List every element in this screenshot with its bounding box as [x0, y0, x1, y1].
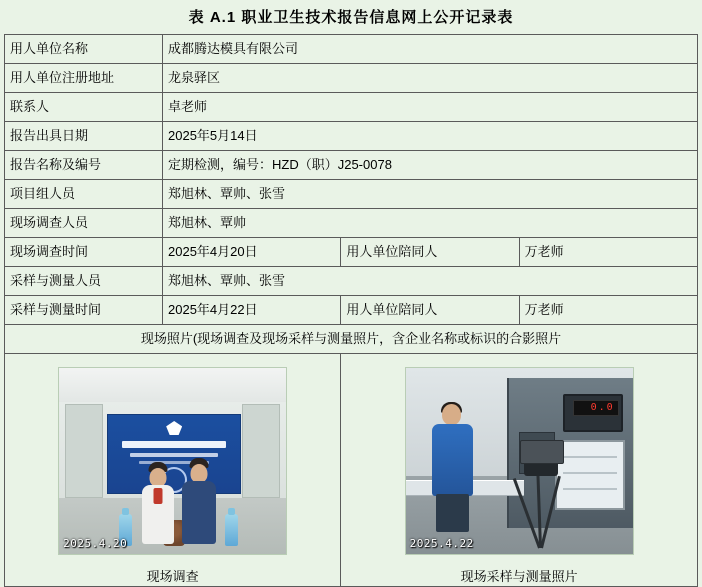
photo-caption-sampling: 现场采样与测量照片 — [460, 569, 578, 584]
photo-timestamp: 2025.4.20 — [63, 536, 128, 550]
row-label-project-team: 项目组人员 — [5, 180, 163, 209]
table-row — [5, 64, 698, 93]
photo-cell-sampling — [341, 354, 698, 587]
table-row — [5, 209, 698, 238]
table-row-photos — [5, 354, 698, 587]
row-label-report-name-number: 报告名称及编号 — [5, 151, 163, 180]
row-value-survey-time: 2025年4月20日 — [163, 238, 341, 267]
row-value-sampling-time: 2025年4月22日 — [163, 296, 341, 325]
row-label-survey-accompany: 用人单位陪同人 — [341, 238, 519, 267]
table-row — [5, 151, 698, 180]
photos-section-header: 现场照片(现场调查及现场采样与测量照片，含企业名称或标识的合影照片 — [5, 325, 698, 354]
table-row — [5, 325, 698, 354]
table-row — [5, 93, 698, 122]
photo-survey — [58, 367, 287, 555]
row-label-sampling-accompany: 用人单位陪同人 — [341, 296, 519, 325]
device-reading: 0.0 — [590, 402, 615, 413]
row-label-survey-time: 现场调查时间 — [5, 238, 163, 267]
row-value-report-name-number: 定期检测，编号：HZD（职）J25-0078 — [163, 151, 698, 180]
row-label-sampling-staff: 采样与测量人员 — [5, 267, 163, 296]
photo-timestamp: 2025.4.22 — [409, 536, 474, 550]
row-value-company-name: 成都腾达模具有限公司 — [163, 35, 698, 64]
row-label-sampling-time: 采样与测量时间 — [5, 296, 163, 325]
row-value-sampling-staff: 郑旭林、覃帅、张雪 — [163, 267, 698, 296]
photo-cell-survey — [5, 354, 341, 587]
row-value-contact-person: 卓老师 — [163, 93, 698, 122]
table-row — [5, 296, 698, 325]
page-title: 表 A.1 职业卫生技术报告信息网上公开记录表 — [188, 9, 514, 26]
row-value-sampling-accompany: 万老师 — [519, 296, 697, 325]
row-label-company-name: 用人单位名称 — [5, 35, 163, 64]
row-value-report-date: 2025年5月14日 — [163, 122, 698, 151]
row-label-registered-address: 用人单位注册地址 — [5, 64, 163, 93]
row-value-survey-staff: 郑旭林、覃帅 — [163, 209, 698, 238]
row-label-report-date: 报告出具日期 — [5, 122, 163, 151]
photo-sampling — [405, 367, 634, 555]
table-row — [5, 267, 698, 296]
row-label-contact-person: 联系人 — [5, 93, 163, 122]
table-row — [5, 238, 698, 267]
row-value-registered-address: 龙泉驿区 — [163, 64, 698, 93]
table-row — [5, 180, 698, 209]
row-label-survey-staff: 现场调查人员 — [5, 209, 163, 238]
table-row — [5, 35, 698, 64]
photo-caption-survey: 现场调查 — [146, 569, 199, 584]
table-row — [5, 122, 698, 151]
row-value-project-team: 郑旭林、覃帅、张雪 — [163, 180, 698, 209]
public-disclosure-table — [4, 34, 698, 587]
row-value-survey-accompany: 万老师 — [519, 238, 697, 267]
